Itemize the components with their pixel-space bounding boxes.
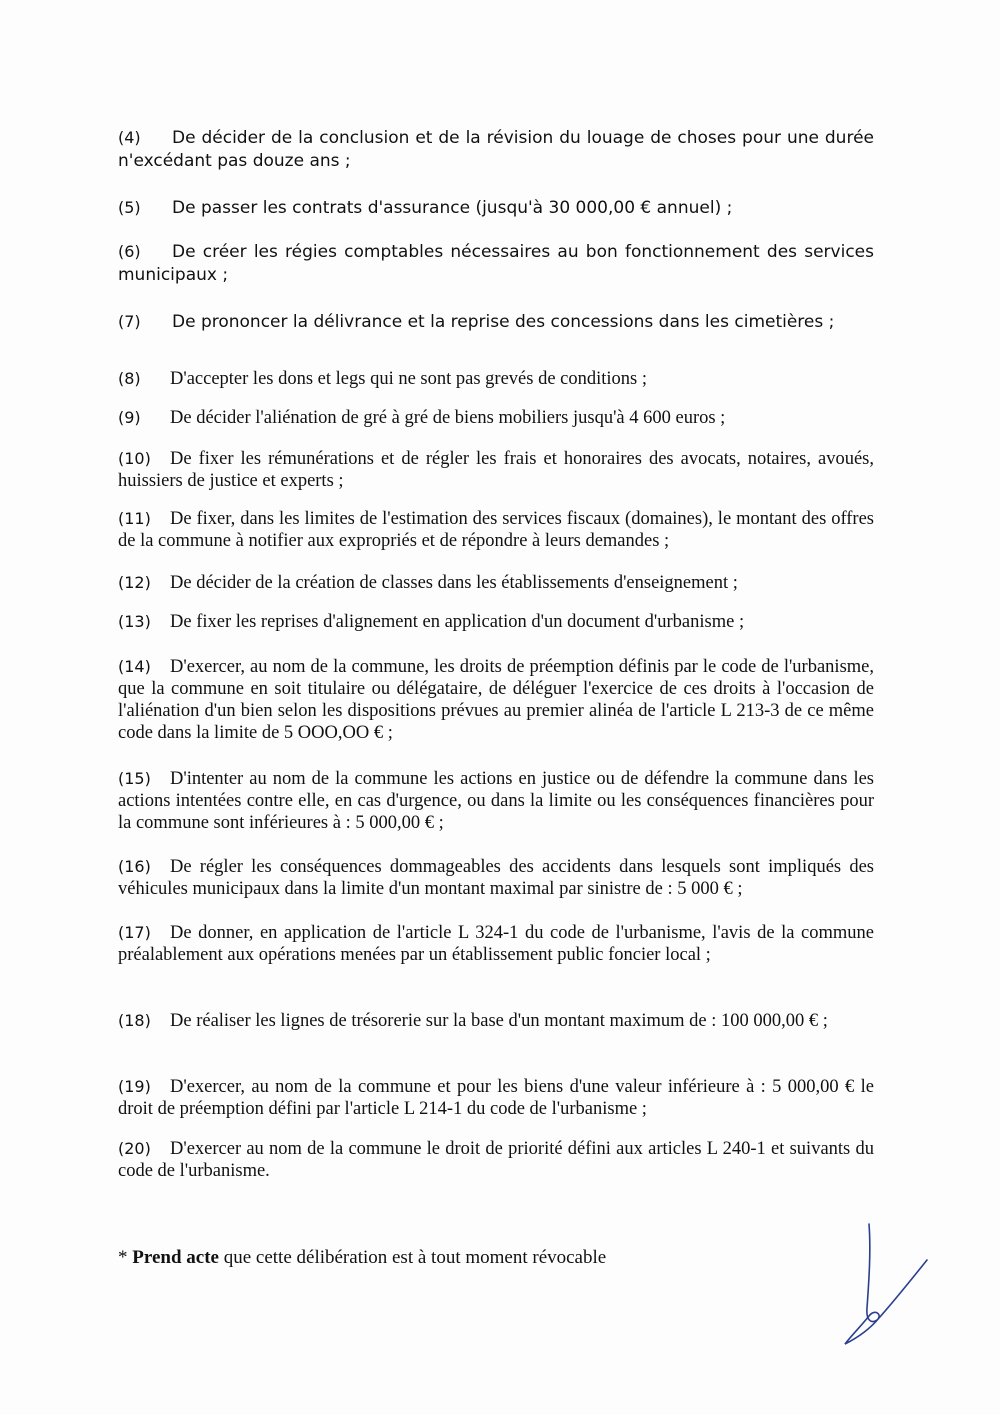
item-text: De décider de la création de classes dans les établissements d'enseignement ; <box>170 573 738 593</box>
item-text: De décider de la conclusion et de la révision du louage de choses pour une durée n'excédant pas douze ans ; <box>118 128 874 171</box>
footer-note <box>118 1247 606 1269</box>
item-number: (19) <box>118 1077 151 1096</box>
item-text: De fixer, dans les limites de l'estimation des services fiscaux (domaines), le montant des offres de la commune à notifier aux expropriés et de répondre à leurs demandes ; <box>118 509 874 551</box>
item-number: (11) <box>118 509 151 528</box>
item-text: De donner, en application de l'article L 324-1 du code de l'urbanisme, l'avis de la commune préalablement aux opérations menées par un établissement public foncier local ; <box>118 923 874 965</box>
list-item <box>118 611 874 633</box>
item-text: D'intenter au nom de la commune les actions en justice ou de défendre la commune dans les actions intentées contre elle, en cas d'urgence, ou dans la limite ou les conséquences financières pour la commune sont inférieures à : 5 000,00 € ; <box>118 769 874 833</box>
item-text: De fixer les rémunérations et de régler les frais et honoraires des avocats, notaires, avoués, huissiers de justice et experts ; <box>118 449 874 491</box>
item-text: De créer les régies comptables nécessaires au bon fonctionnement des services municipaux ; <box>118 242 874 285</box>
item-number: (14) <box>118 657 151 676</box>
item-text: D'accepter les dons et legs qui ne sont pas grevés de conditions ; <box>170 369 648 389</box>
item-number: (18) <box>118 1011 151 1030</box>
list-item <box>118 1138 874 1182</box>
item-number: (12) <box>118 573 151 592</box>
item-number: (6) <box>118 242 141 261</box>
item-text: De prononcer la délivrance et la reprise des concessions dans les cimetières ; <box>172 312 835 332</box>
item-number: (9) <box>118 408 141 427</box>
item-number: (10) <box>118 449 151 468</box>
item-text: De régler les conséquences dommageables des accidents dans lesquels sont impliqués des véhicules municipaux dans la limite d'un montant maximal par sinistre de : 5 000 € ; <box>118 857 874 899</box>
item-number: (13) <box>118 612 151 631</box>
list-item <box>118 922 874 966</box>
item-number: (8) <box>118 369 141 388</box>
item-text: De décider l'aliénation de gré à gré de biens mobiliers jusqu'à 4 600 euros ; <box>170 408 726 428</box>
item-text: D'exercer au nom de la commune le droit de priorité défini aux articles L 240-1 et suivants du code de l'urbanisme. <box>118 1139 874 1181</box>
list-item <box>118 368 874 390</box>
list-item <box>118 407 874 429</box>
item-text: D'exercer, au nom de la commune et pour les biens d'une valeur inférieure à : 5 000,00 € le droit de préemption défini par l'article L 214-1 du code de l'urbanisme ; <box>118 1077 874 1119</box>
list-item <box>118 768 874 834</box>
footer-text: que cette délibération est à tout moment révocable <box>218 1247 607 1268</box>
signature-mark <box>835 1220 935 1350</box>
item-number: (15) <box>118 769 151 788</box>
list-item <box>118 1010 874 1032</box>
item-text: D'exercer, au nom de la commune, les droits de préemption définis par le code de l'urbanisme, que la commune en soit titulaire ou délégataire, de déléguer l'exercice de ces droits à l'occasion de l'aliénation d'un bien selon les dispositions prévues au premier alinéa de l'article L 213-3 de ce même code dans la limite de 5 OOO,OO € ; <box>118 657 874 743</box>
item-number: (4) <box>118 128 141 147</box>
item-number: (20) <box>118 1139 151 1158</box>
list-item <box>118 448 874 492</box>
item-number: (17) <box>118 923 151 942</box>
list-item <box>118 572 874 594</box>
item-text: De réaliser les lignes de trésorerie sur la base d'un montant maximum de : 100 000,00 € ; <box>170 1011 828 1031</box>
list-item <box>118 196 874 220</box>
list-item <box>118 1076 874 1120</box>
list-item <box>118 240 874 287</box>
item-number: (5) <box>118 198 141 217</box>
list-item <box>118 508 874 552</box>
list-item <box>118 656 874 744</box>
list-item <box>118 856 874 900</box>
item-text: De fixer les reprises d'alignement en application d'un document d'urbanisme ; <box>170 612 745 632</box>
item-number: (16) <box>118 857 151 876</box>
list-item <box>118 126 874 173</box>
list-item <box>118 310 874 334</box>
item-number: (7) <box>118 312 141 331</box>
footer-bold-text: Prend acte <box>132 1247 219 1268</box>
footer-prefix: * <box>118 1247 133 1268</box>
item-text: De passer les contrats d'assurance (jusqu'à 30 000,00 € annuel) ; <box>172 198 733 218</box>
